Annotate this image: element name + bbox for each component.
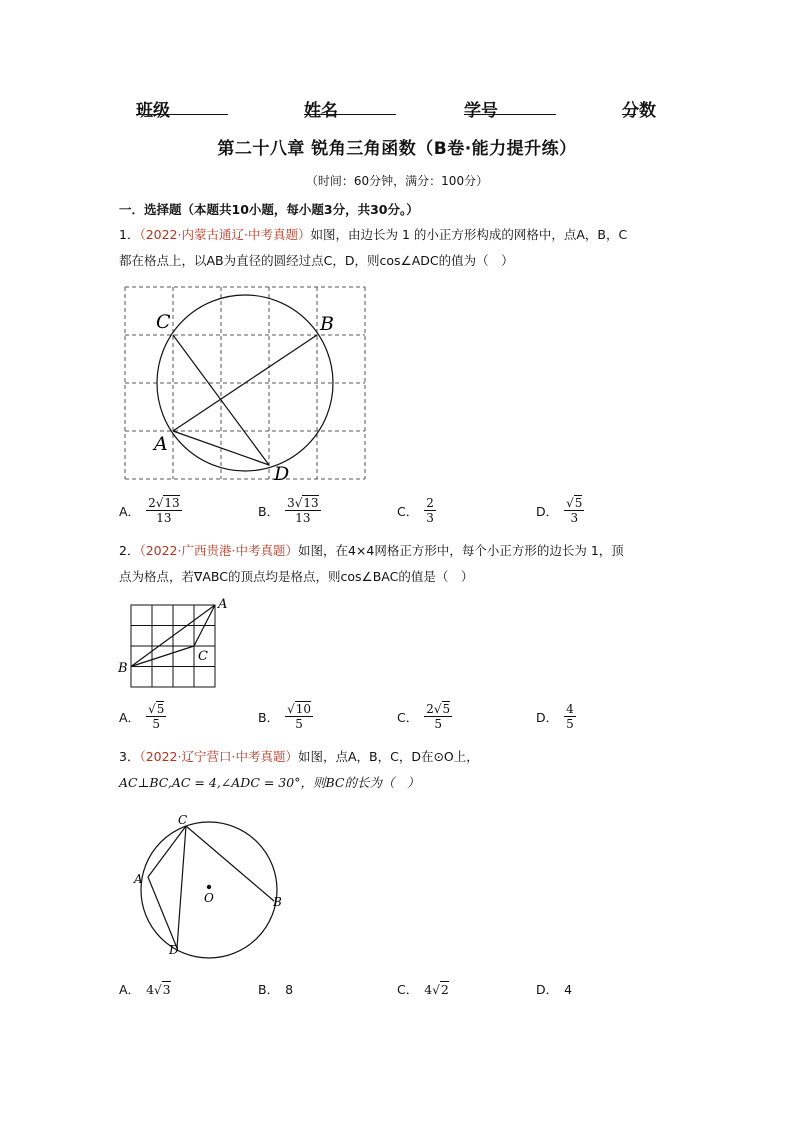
page-title: 第二十八章 锐角三角函数（B卷·能力提升练） [217,139,577,159]
question-2-figure [116,594,236,694]
point-label-d: D [274,463,290,485]
student-info-row: 班级 姓名 学号 分数 [0,96,794,124]
question-source: （2022·辽宁营口·中考真题） [139,749,298,764]
point-label-a: A [134,872,143,886]
question-1-text: 1．（2022·内蒙古通辽·中考真题）如图，由边长为 1 的小正方形构成的网格中，点A，B，C 都在格点上，以AB为直径的圆经过点C，D，则cos∠ADC的值为（ ） [119,227,628,268]
q3-option-d[interactable]: D． 4 [536,981,573,997]
question-source: （2022·内蒙古通辽·中考真题） [139,227,311,242]
section-heading: 一．选择题（本题共10小题，每小题3分，共30分。） [119,202,419,217]
point-label-c: C [198,649,208,664]
point-label-a: A [218,597,228,612]
point-label-b: B [118,661,128,676]
question-1-figure [118,280,368,486]
q1-option-d[interactable]: D． $\frac{√5}{3}$ [536,496,583,525]
q2-option-a[interactable]: A． $\frac{√5}{5}$ [119,702,165,731]
q3-option-b[interactable]: B． 8 [258,981,294,997]
point-label-a: A [154,433,168,455]
point-label-c: C [156,311,171,333]
q2-option-b[interactable]: B． $\frac{√10}{5}$ [258,702,312,731]
question-2-text: 2．（2022·广西贵港·中考真题）如图，在4×4网格正方形中，每个小正方形的边长为 1，顶 点为格点，若∇ABC的顶点均是格点，则cos∠BAC的值是（ ） [119,543,624,584]
point-label-d: D [169,943,179,957]
q1-option-b[interactable]: B． $\frac{3√13}{13}$ [258,496,319,525]
question-3-text: 3．（2022·辽宁营口·中考真题）如图，点A，B，C，D在⊙O上， AC⊥BC,AC = 4,∠ADC = 30°，则BC的长为（ ） [119,749,479,790]
q1-option-c[interactable]: C． $\frac{2}{3}$ [397,496,434,525]
question-3-figure [128,808,298,968]
exam-info: （时间：60分钟，满分：100分） [305,174,489,188]
question-source: （2022·广西贵港·中考真题） [139,543,298,558]
q2-option-d[interactable]: D． $\frac{4}{5}$ [536,702,574,731]
point-label-o: O [204,891,214,905]
point-label-c: C [178,813,188,827]
q3-option-a[interactable]: A． 4√3 [119,981,171,997]
point-label-b: B [320,313,334,335]
point-label-b: B [273,895,282,909]
q3-option-c[interactable]: C． 4√2 [397,981,449,997]
q1-option-a[interactable]: A． $\frac{2√13}{13}$ [119,496,180,525]
q2-option-c[interactable]: C． $\frac{2√5}{5}$ [397,702,451,731]
